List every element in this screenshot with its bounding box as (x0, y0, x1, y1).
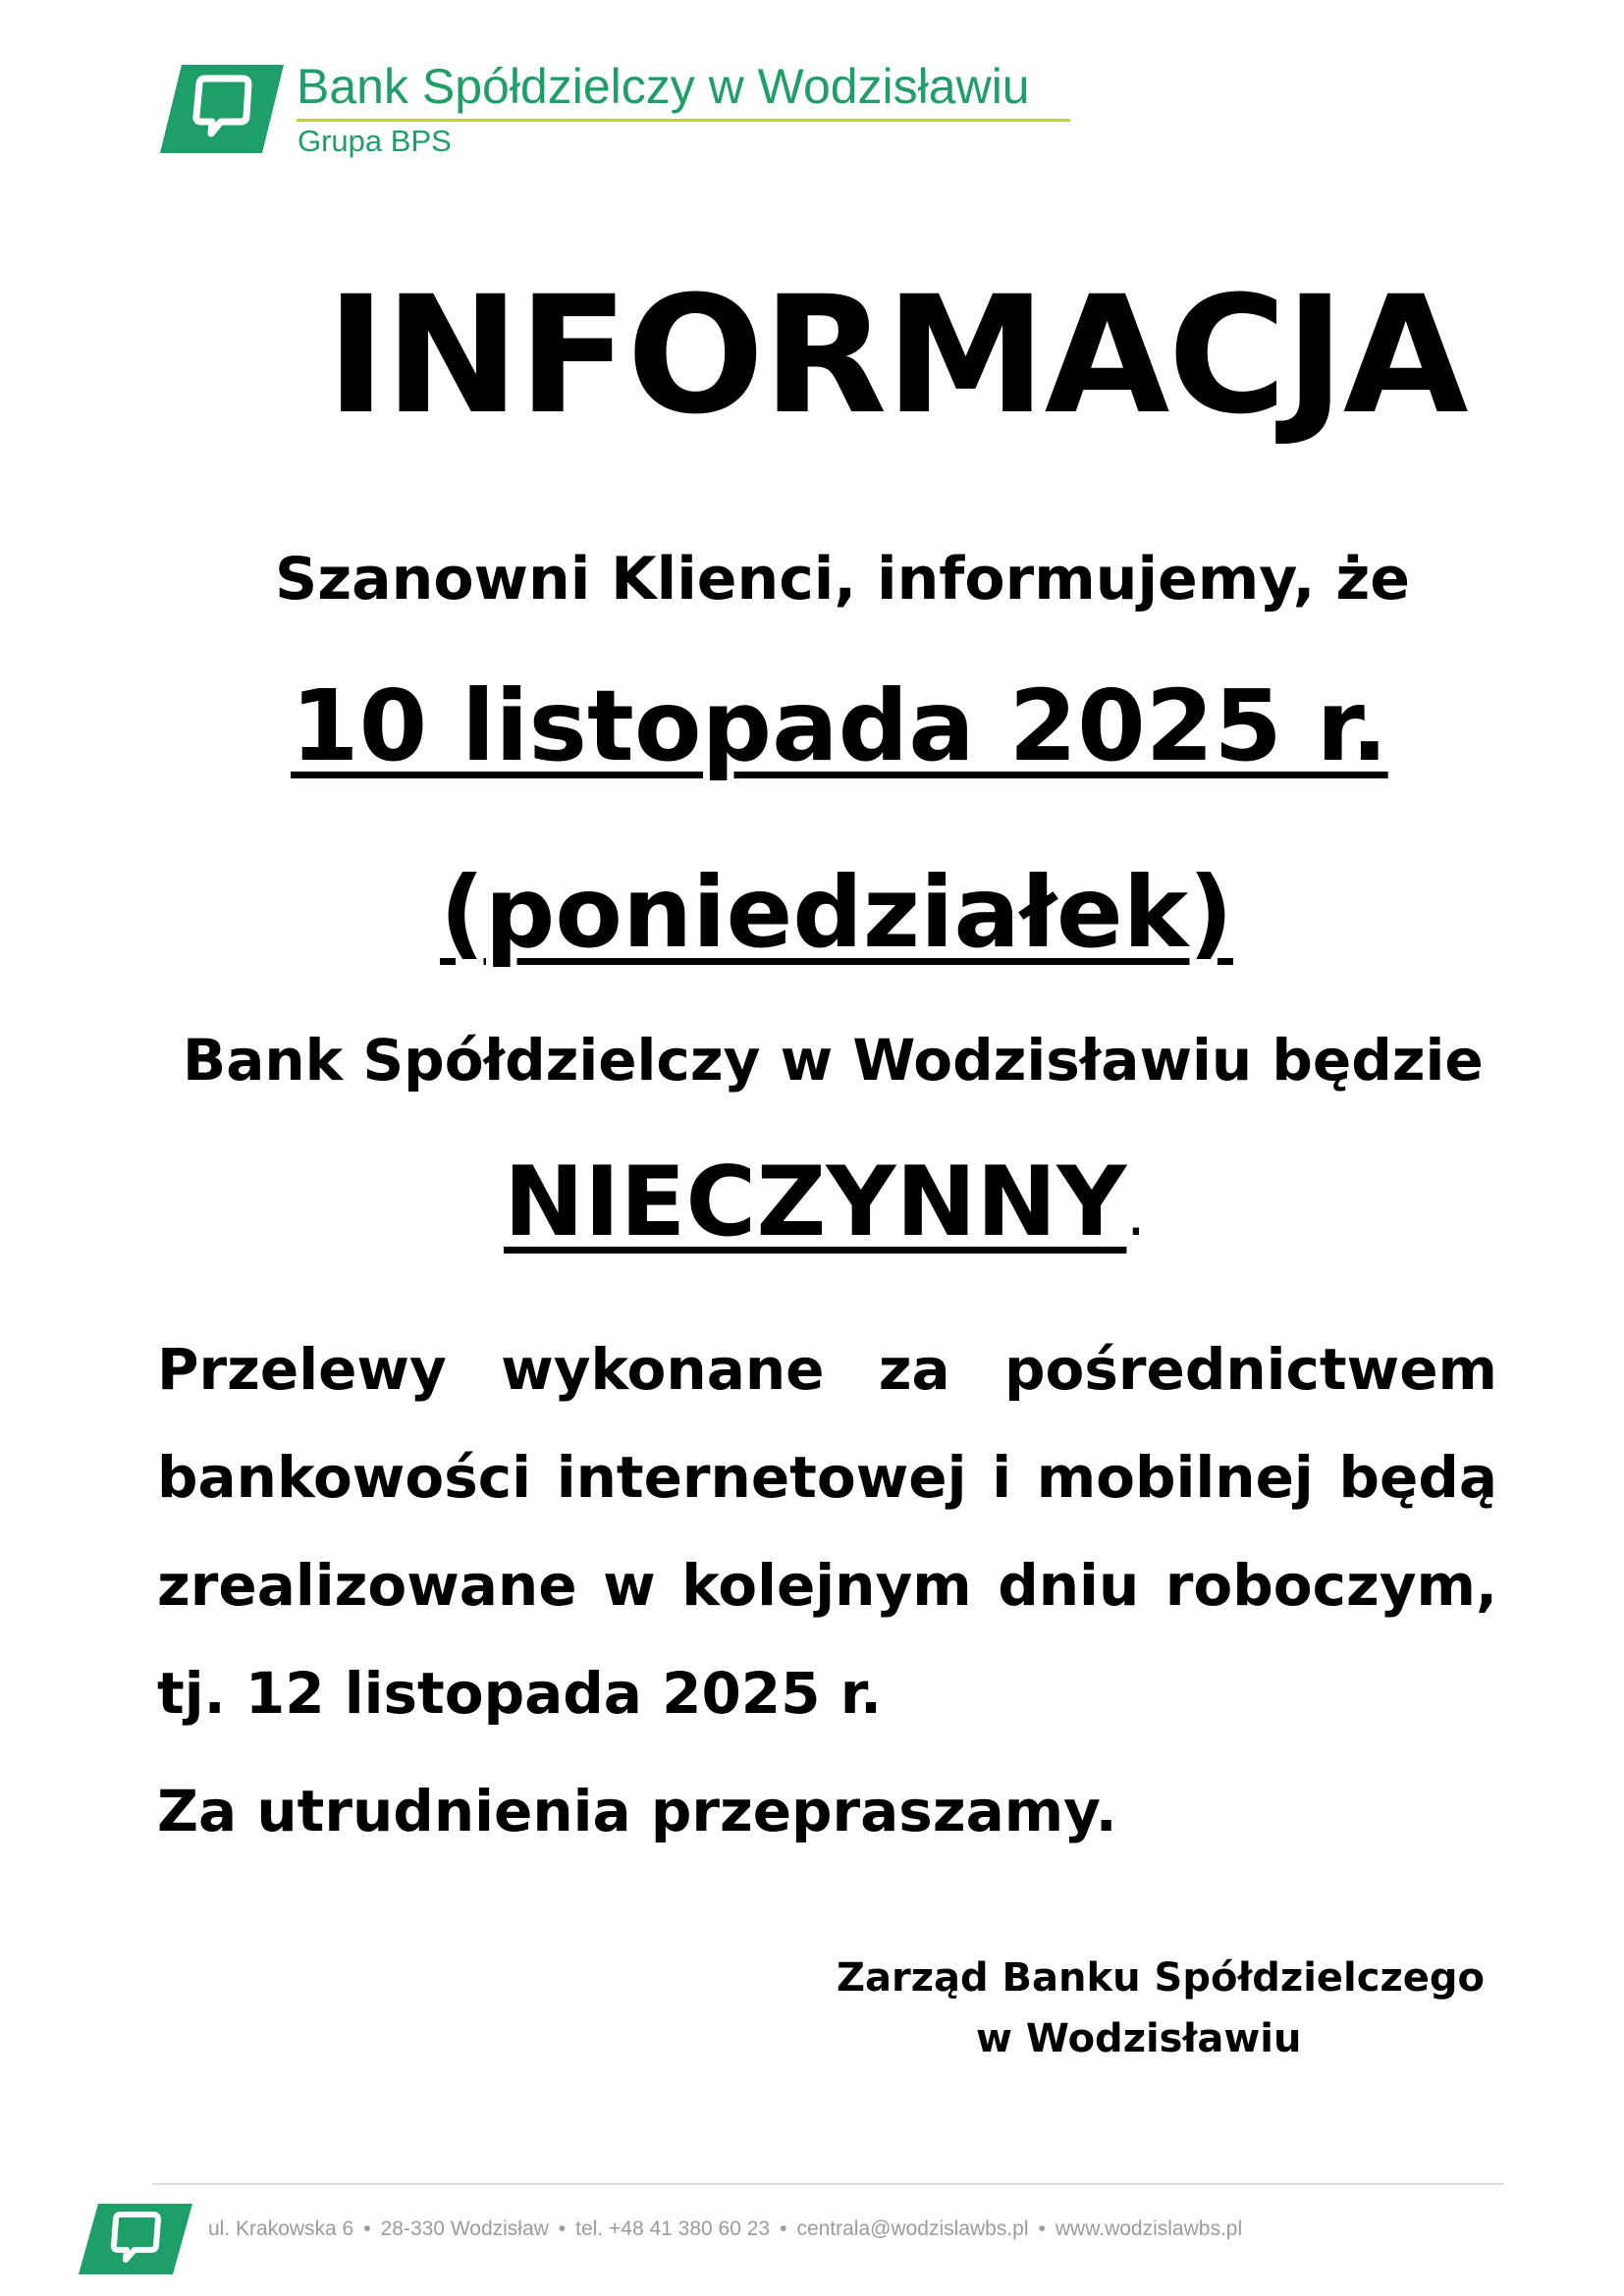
paragraph-line: Przelewy wykonane za pośrednictwem (157, 1336, 1497, 1403)
closed-status-word: NIECZYNNY (504, 1147, 1127, 1258)
footer-divider (152, 2183, 1503, 2185)
footer-separator: • (780, 2217, 787, 2240)
bank-logo-icon (160, 65, 284, 153)
footer-contact (208, 2215, 1242, 2244)
notice-greeting: Szanowni Klienci, informujemy, że (275, 545, 1410, 614)
paragraph-line: zrealizowane w kolejnym dniu roboczym, (157, 1552, 1497, 1619)
notice-statement: Bank Spółdzielczy w Wodzisławiu będzie (183, 1027, 1484, 1094)
footer-website[interactable]: www.wodzislawbs.pl (1055, 2217, 1243, 2240)
closed-status (504, 1144, 1145, 1274)
notice-title: INFORMACJA (326, 261, 1467, 450)
header-divider (297, 119, 1070, 122)
footer-phone: tel. +48 41 380 60 23 (575, 2217, 771, 2240)
footer-separator: • (558, 2217, 567, 2240)
footer-address: ul. Krakowska 6 (208, 2217, 354, 2240)
paragraph-line: bankowości internetowej i mobilnej będą (157, 1444, 1497, 1511)
closed-status-punct: . (1126, 1181, 1146, 1250)
closure-weekday: (poniedziałek) (440, 855, 1233, 970)
footer-separator: • (363, 2217, 371, 2240)
footer-email[interactable]: centrala@wodzislawbs.pl (796, 2217, 1029, 2240)
footer-separator: • (1038, 2217, 1046, 2240)
footer-postal: 28-330 Wodzisław (380, 2217, 549, 2240)
bank-group: Grupa BPS (298, 124, 452, 158)
apology-text: Za utrudnienia przepraszamy. (157, 1778, 1117, 1844)
closure-date: 10 listopada 2025 r. (291, 668, 1388, 783)
footer-logo-icon (79, 2204, 192, 2274)
transfer-paragraph (157, 1315, 1497, 1747)
signature-line-2: w Wodzisławiu (976, 2016, 1302, 2061)
bank-name: Bank Spółdzielczy w Wodzisławiu (297, 59, 1030, 114)
signature-line-1: Zarząd Banku Spółdzielczego (837, 1955, 1485, 2001)
paragraph-line: tj. 12 listopada 2025 r. (157, 1660, 883, 1727)
